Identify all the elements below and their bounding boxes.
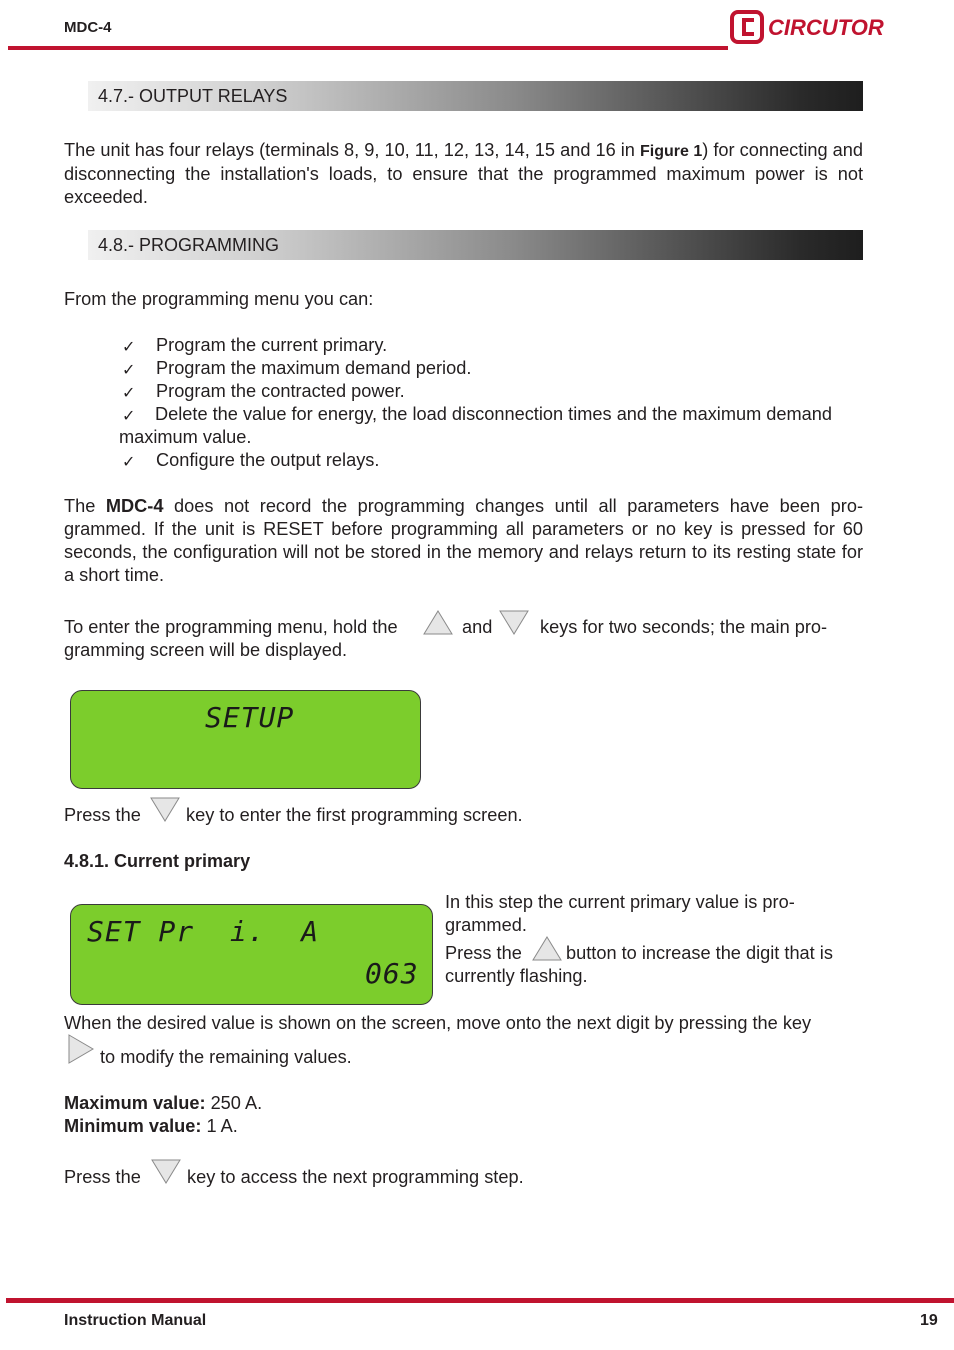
relays-paragraph: The unit has four relays (terminals 8, 9, 10, 11, 12, 13, 14, 15 and 16 in Figure 1) for connecting and disconnecting the installation's loads, to ensure that the programmed maximum power is not exceeded. (64, 140, 863, 207)
press2-text-b: key to access the next programming step. (187, 1167, 524, 1187)
down-key-icon (151, 1159, 181, 1184)
bullet-item: Program the contracted power. (156, 381, 405, 401)
max-value-line: Maximum value: 250 A. (64, 1093, 263, 1113)
check-icon: ✓ (122, 408, 136, 425)
cp-text-3b: button to increase the digit that is (566, 943, 833, 963)
desired-text-b: to modify the remaining values. (100, 1047, 352, 1067)
page-number: 19 (920, 1312, 938, 1329)
header-rule (8, 46, 728, 50)
lcd-value: 063 (365, 957, 419, 990)
cp-text-4: currently flashing. (445, 966, 588, 986)
check-icon: ✓ (122, 385, 136, 402)
header-model: MDC-4 (64, 19, 112, 36)
press1-text-b: key to enter the first programming screen. (186, 805, 523, 825)
footer-rule (6, 1298, 954, 1303)
cp-text-3a: Press the (445, 943, 522, 963)
enter-text-c: gramming screen will be displayed. (64, 640, 348, 660)
figure-ref[interactable]: Figure 1 (639, 143, 703, 160)
circutor-logo (730, 8, 910, 46)
check-icon: ✓ (122, 339, 136, 356)
desired-text: When the desired value is shown on the screen, move onto the next digit by pressing the key (64, 1013, 812, 1033)
press2-text-a: Press the (64, 1167, 141, 1187)
section-heading-programming: 4.8.- PROGRAMMING (88, 230, 863, 260)
menu-intro: From the programming menu you can: (64, 289, 374, 309)
bullet-item: Program the maximum demand period. (156, 358, 472, 378)
enter-text-b: keys for two seconds; the main pro- (540, 617, 828, 637)
min-value-line: Minimum value: 1 A. (64, 1116, 238, 1136)
right-key-icon (68, 1034, 94, 1064)
bullet-item: Configure the output relays. (156, 450, 380, 470)
enter-and: and (462, 617, 493, 637)
down-key-icon (150, 797, 180, 822)
subsection-current-primary: 4.8.1. Current primary (64, 851, 251, 871)
bullet-item-continuation: maximum value. (119, 427, 252, 447)
mdc-paragraph: The MDC-4 does not record the programming changes until all parameters have been pro-grammed. If the unit is RESET before programming all parameters or no key is pressed for 60 seconds, the configuration will not be stored in the memory and relays return to its resting state for a short time. (64, 496, 863, 585)
enter-text-a: To enter the programming menu, hold the (64, 617, 398, 637)
check-icon: ✓ (122, 454, 136, 471)
down-key-icon (499, 610, 529, 635)
footer-title: Instruction Manual (64, 1312, 207, 1329)
bullet-item: Delete the value for energy, the load disconnection times and the maximum demand (155, 404, 833, 424)
cp-text-1: In this step the current primary value is pro- (445, 892, 795, 912)
check-icon: ✓ (122, 362, 136, 379)
lcd-line1: SET Pr i. A (87, 915, 320, 948)
up-key-icon (532, 936, 562, 961)
press1-text-a: Press the (64, 805, 141, 825)
cp-text-2: grammed. (445, 915, 527, 935)
lcd-line1: SETUP (205, 701, 295, 734)
lcd-display-setup (70, 690, 421, 789)
lcd-display-current-primary (70, 904, 433, 1005)
svg-text:CIRCUTOR: CIRCUTOR (768, 15, 884, 40)
bullet-item: Program the current primary. (156, 335, 388, 355)
up-key-icon (423, 610, 453, 635)
section-heading-output-relays: 4.7.- OUTPUT RELAYS (88, 81, 863, 111)
